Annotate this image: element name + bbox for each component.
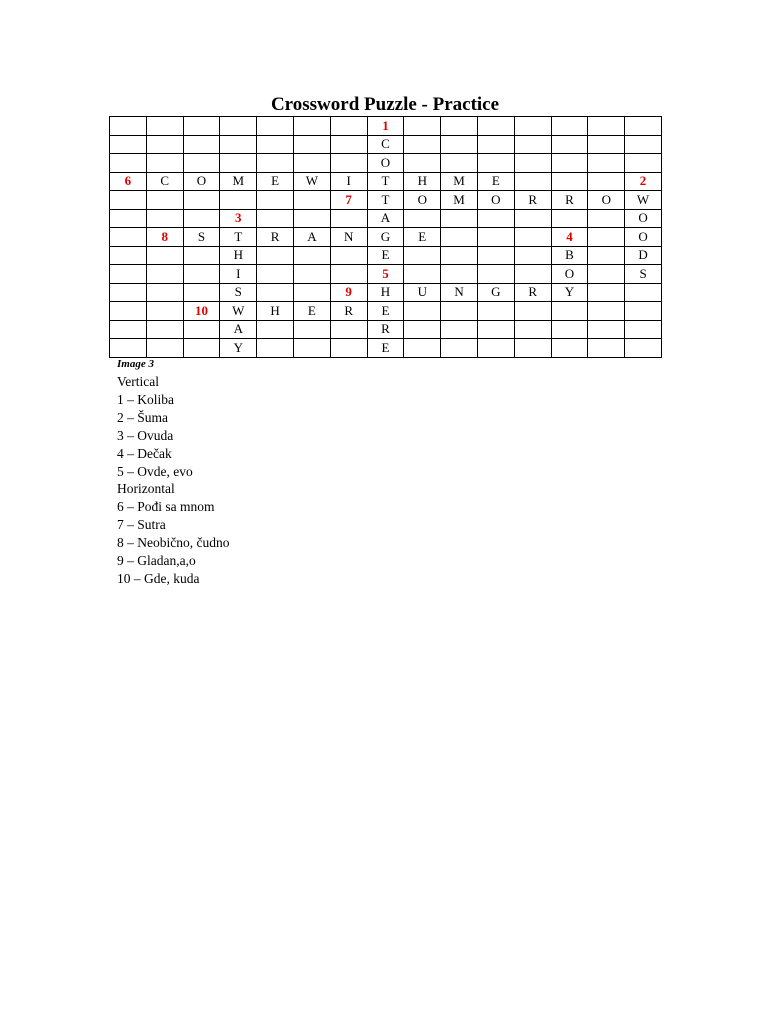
grid-row xyxy=(110,191,662,210)
clue-line: 2 – Šuma xyxy=(117,409,169,425)
grid-row xyxy=(110,265,662,284)
empty-cell xyxy=(477,246,514,265)
clue-line: 3 – Ovuda xyxy=(117,427,174,443)
empty-cell xyxy=(514,265,551,284)
grid-row xyxy=(110,135,662,154)
empty-cell xyxy=(404,209,441,228)
empty-cell xyxy=(183,154,220,173)
empty-cell xyxy=(183,191,220,210)
empty-cell xyxy=(220,191,257,210)
empty-cell xyxy=(551,320,588,339)
empty-cell xyxy=(514,117,551,136)
letter-cell: M xyxy=(441,191,478,210)
grid-row xyxy=(110,209,662,228)
letter-cell: W xyxy=(625,191,662,210)
empty-cell xyxy=(183,283,220,302)
letter-cell: A xyxy=(367,209,404,228)
clue-number-cell: 4 xyxy=(551,228,588,247)
empty-cell xyxy=(588,339,625,358)
empty-cell xyxy=(477,320,514,339)
empty-cell xyxy=(146,283,183,302)
empty-cell xyxy=(588,265,625,284)
empty-cell xyxy=(551,154,588,173)
grid-row xyxy=(110,228,662,247)
letter-cell: O xyxy=(183,172,220,191)
empty-cell xyxy=(441,265,478,284)
letter-cell: R xyxy=(514,283,551,302)
empty-cell xyxy=(110,246,147,265)
empty-cell xyxy=(110,265,147,284)
empty-cell xyxy=(110,117,147,136)
empty-cell xyxy=(293,135,330,154)
empty-cell xyxy=(551,172,588,191)
letter-cell: Y xyxy=(551,283,588,302)
letter-cell: O xyxy=(625,209,662,228)
clue-number-cell: 9 xyxy=(330,283,367,302)
clue-number-cell: 10 xyxy=(183,302,220,321)
clue-line: 9 – Gladan,a,o xyxy=(117,553,196,569)
empty-cell xyxy=(441,320,478,339)
letter-cell: T xyxy=(367,172,404,191)
letter-cell: E xyxy=(367,246,404,265)
letter-cell: R xyxy=(330,302,367,321)
empty-cell xyxy=(257,320,294,339)
empty-cell xyxy=(588,246,625,265)
empty-cell xyxy=(257,154,294,173)
empty-cell xyxy=(477,154,514,173)
empty-cell xyxy=(588,154,625,173)
empty-cell xyxy=(625,320,662,339)
image-caption: Image 3 xyxy=(117,358,154,370)
letter-cell: H xyxy=(220,246,257,265)
empty-cell xyxy=(588,135,625,154)
empty-cell xyxy=(514,135,551,154)
grid-row xyxy=(110,320,662,339)
empty-cell xyxy=(551,209,588,228)
letter-cell: G xyxy=(367,228,404,247)
empty-cell xyxy=(330,154,367,173)
empty-cell xyxy=(293,191,330,210)
empty-cell xyxy=(588,320,625,339)
empty-cell xyxy=(146,154,183,173)
letter-cell: N xyxy=(330,228,367,247)
empty-cell xyxy=(551,117,588,136)
empty-cell xyxy=(404,246,441,265)
empty-cell xyxy=(404,117,441,136)
letter-cell: H xyxy=(257,302,294,321)
empty-cell xyxy=(257,191,294,210)
empty-cell xyxy=(146,246,183,265)
empty-cell xyxy=(293,209,330,228)
empty-cell xyxy=(441,154,478,173)
empty-cell xyxy=(441,246,478,265)
grid-row xyxy=(110,172,662,191)
letter-cell: N xyxy=(441,283,478,302)
clue-number-cell: 3 xyxy=(220,209,257,228)
clue-line: 5 – Ovde, evo xyxy=(117,463,193,479)
empty-cell xyxy=(220,135,257,154)
empty-cell xyxy=(477,339,514,358)
empty-cell xyxy=(220,154,257,173)
clue-line: 1 – Koliba xyxy=(117,391,174,407)
empty-cell xyxy=(441,117,478,136)
letter-cell: H xyxy=(367,283,404,302)
grid-row xyxy=(110,246,662,265)
empty-cell xyxy=(293,246,330,265)
clue-heading: Vertical xyxy=(117,374,159,389)
empty-cell xyxy=(183,339,220,358)
grid-row xyxy=(110,117,662,136)
empty-cell xyxy=(146,302,183,321)
empty-cell xyxy=(146,265,183,284)
letter-cell: G xyxy=(477,283,514,302)
empty-cell xyxy=(110,339,147,358)
empty-cell xyxy=(183,246,220,265)
empty-cell xyxy=(514,209,551,228)
empty-cell xyxy=(477,117,514,136)
empty-cell xyxy=(293,265,330,284)
clue-line: 8 – Neobično, čudno xyxy=(117,535,230,551)
clue-number-cell: 5 xyxy=(367,265,404,284)
letter-cell: Y xyxy=(220,339,257,358)
empty-cell xyxy=(146,320,183,339)
empty-cell xyxy=(625,339,662,358)
clue-number-cell: 7 xyxy=(330,191,367,210)
empty-cell xyxy=(441,339,478,358)
empty-cell xyxy=(146,191,183,210)
letter-cell: W xyxy=(220,302,257,321)
empty-cell xyxy=(293,283,330,302)
empty-cell xyxy=(588,209,625,228)
empty-cell xyxy=(477,228,514,247)
empty-cell xyxy=(441,302,478,321)
empty-cell xyxy=(146,135,183,154)
empty-cell xyxy=(441,135,478,154)
empty-cell xyxy=(257,209,294,228)
empty-cell xyxy=(551,135,588,154)
grid-row xyxy=(110,154,662,173)
letter-cell: W xyxy=(293,172,330,191)
letter-cell: D xyxy=(625,246,662,265)
letter-cell: C xyxy=(367,135,404,154)
empty-cell xyxy=(404,135,441,154)
empty-cell xyxy=(514,228,551,247)
empty-cell xyxy=(588,302,625,321)
empty-cell xyxy=(110,283,147,302)
empty-cell xyxy=(514,302,551,321)
empty-cell xyxy=(110,302,147,321)
empty-cell xyxy=(330,117,367,136)
letter-cell: R xyxy=(514,191,551,210)
empty-cell xyxy=(183,265,220,284)
empty-cell xyxy=(514,320,551,339)
empty-cell xyxy=(146,117,183,136)
letter-cell: R xyxy=(257,228,294,247)
empty-cell xyxy=(183,320,220,339)
empty-cell xyxy=(625,154,662,173)
empty-cell xyxy=(257,339,294,358)
empty-cell xyxy=(514,154,551,173)
letter-cell: S xyxy=(220,283,257,302)
empty-cell xyxy=(330,320,367,339)
empty-cell xyxy=(514,172,551,191)
empty-cell xyxy=(257,246,294,265)
empty-cell xyxy=(110,228,147,247)
letter-cell: T xyxy=(220,228,257,247)
empty-cell xyxy=(588,172,625,191)
crossword-grid xyxy=(109,116,662,358)
empty-cell xyxy=(404,302,441,321)
empty-cell xyxy=(293,339,330,358)
empty-cell xyxy=(625,117,662,136)
empty-cell xyxy=(477,302,514,321)
letter-cell: I xyxy=(220,265,257,284)
clue-number-cell: 8 xyxy=(146,228,183,247)
clue-line: 4 – Dečak xyxy=(117,445,172,461)
empty-cell xyxy=(441,209,478,228)
empty-cell xyxy=(404,320,441,339)
empty-cell xyxy=(588,117,625,136)
letter-cell: T xyxy=(367,191,404,210)
empty-cell xyxy=(404,154,441,173)
empty-cell xyxy=(257,135,294,154)
empty-cell xyxy=(146,209,183,228)
empty-cell xyxy=(257,117,294,136)
empty-cell xyxy=(330,246,367,265)
clue-number-cell: 2 xyxy=(625,172,662,191)
letter-cell: E xyxy=(367,339,404,358)
letter-cell: E xyxy=(477,172,514,191)
letter-cell: O xyxy=(367,154,404,173)
letter-cell: O xyxy=(588,191,625,210)
letter-cell: H xyxy=(404,172,441,191)
empty-cell xyxy=(257,265,294,284)
empty-cell xyxy=(183,117,220,136)
empty-cell xyxy=(110,209,147,228)
empty-cell xyxy=(146,339,183,358)
letter-cell: E xyxy=(404,228,441,247)
empty-cell xyxy=(110,191,147,210)
page-title: Crossword Puzzle - Practice xyxy=(270,94,500,115)
empty-cell xyxy=(404,265,441,284)
letter-cell: O xyxy=(477,191,514,210)
empty-cell xyxy=(110,135,147,154)
empty-cell xyxy=(477,209,514,228)
letter-cell: R xyxy=(367,320,404,339)
empty-cell xyxy=(330,265,367,284)
clue-list xyxy=(117,373,229,588)
grid-row xyxy=(110,302,662,321)
empty-cell xyxy=(588,283,625,302)
letter-cell: S xyxy=(625,265,662,284)
empty-cell xyxy=(477,265,514,284)
letter-cell: B xyxy=(551,246,588,265)
empty-cell xyxy=(220,117,257,136)
letter-cell: O xyxy=(404,191,441,210)
letter-cell: E xyxy=(367,302,404,321)
empty-cell xyxy=(293,320,330,339)
empty-cell xyxy=(625,135,662,154)
clue-number-cell: 6 xyxy=(110,172,147,191)
grid-row xyxy=(110,283,662,302)
empty-cell xyxy=(514,246,551,265)
letter-cell: R xyxy=(551,191,588,210)
empty-cell xyxy=(441,228,478,247)
empty-cell xyxy=(110,154,147,173)
empty-cell xyxy=(257,283,294,302)
empty-cell xyxy=(110,320,147,339)
empty-cell xyxy=(183,209,220,228)
empty-cell xyxy=(551,339,588,358)
letter-cell: O xyxy=(625,228,662,247)
empty-cell xyxy=(330,135,367,154)
letter-cell: U xyxy=(404,283,441,302)
empty-cell xyxy=(588,228,625,247)
letter-cell: M xyxy=(220,172,257,191)
letter-cell: S xyxy=(183,228,220,247)
letter-cell: E xyxy=(293,302,330,321)
clue-line: 7 – Sutra xyxy=(117,517,166,533)
empty-cell xyxy=(625,302,662,321)
clue-line: 6 – Pođi sa mnom xyxy=(117,499,215,515)
letter-cell: E xyxy=(257,172,294,191)
letter-cell: O xyxy=(551,265,588,284)
empty-cell xyxy=(625,283,662,302)
letter-cell: C xyxy=(146,172,183,191)
empty-cell xyxy=(514,339,551,358)
empty-cell xyxy=(330,209,367,228)
letter-cell: I xyxy=(330,172,367,191)
clue-number-cell: 1 xyxy=(367,117,404,136)
letter-cell: A xyxy=(220,320,257,339)
clue-line: 10 – Gde, kuda xyxy=(117,570,200,586)
empty-cell xyxy=(293,154,330,173)
clue-heading: Horizontal xyxy=(117,481,175,497)
empty-cell xyxy=(330,339,367,358)
empty-cell xyxy=(551,302,588,321)
empty-cell xyxy=(404,339,441,358)
grid-row xyxy=(110,339,662,358)
letter-cell: A xyxy=(293,228,330,247)
empty-cell xyxy=(477,135,514,154)
letter-cell: M xyxy=(441,172,478,191)
empty-cell xyxy=(183,135,220,154)
empty-cell xyxy=(293,117,330,136)
